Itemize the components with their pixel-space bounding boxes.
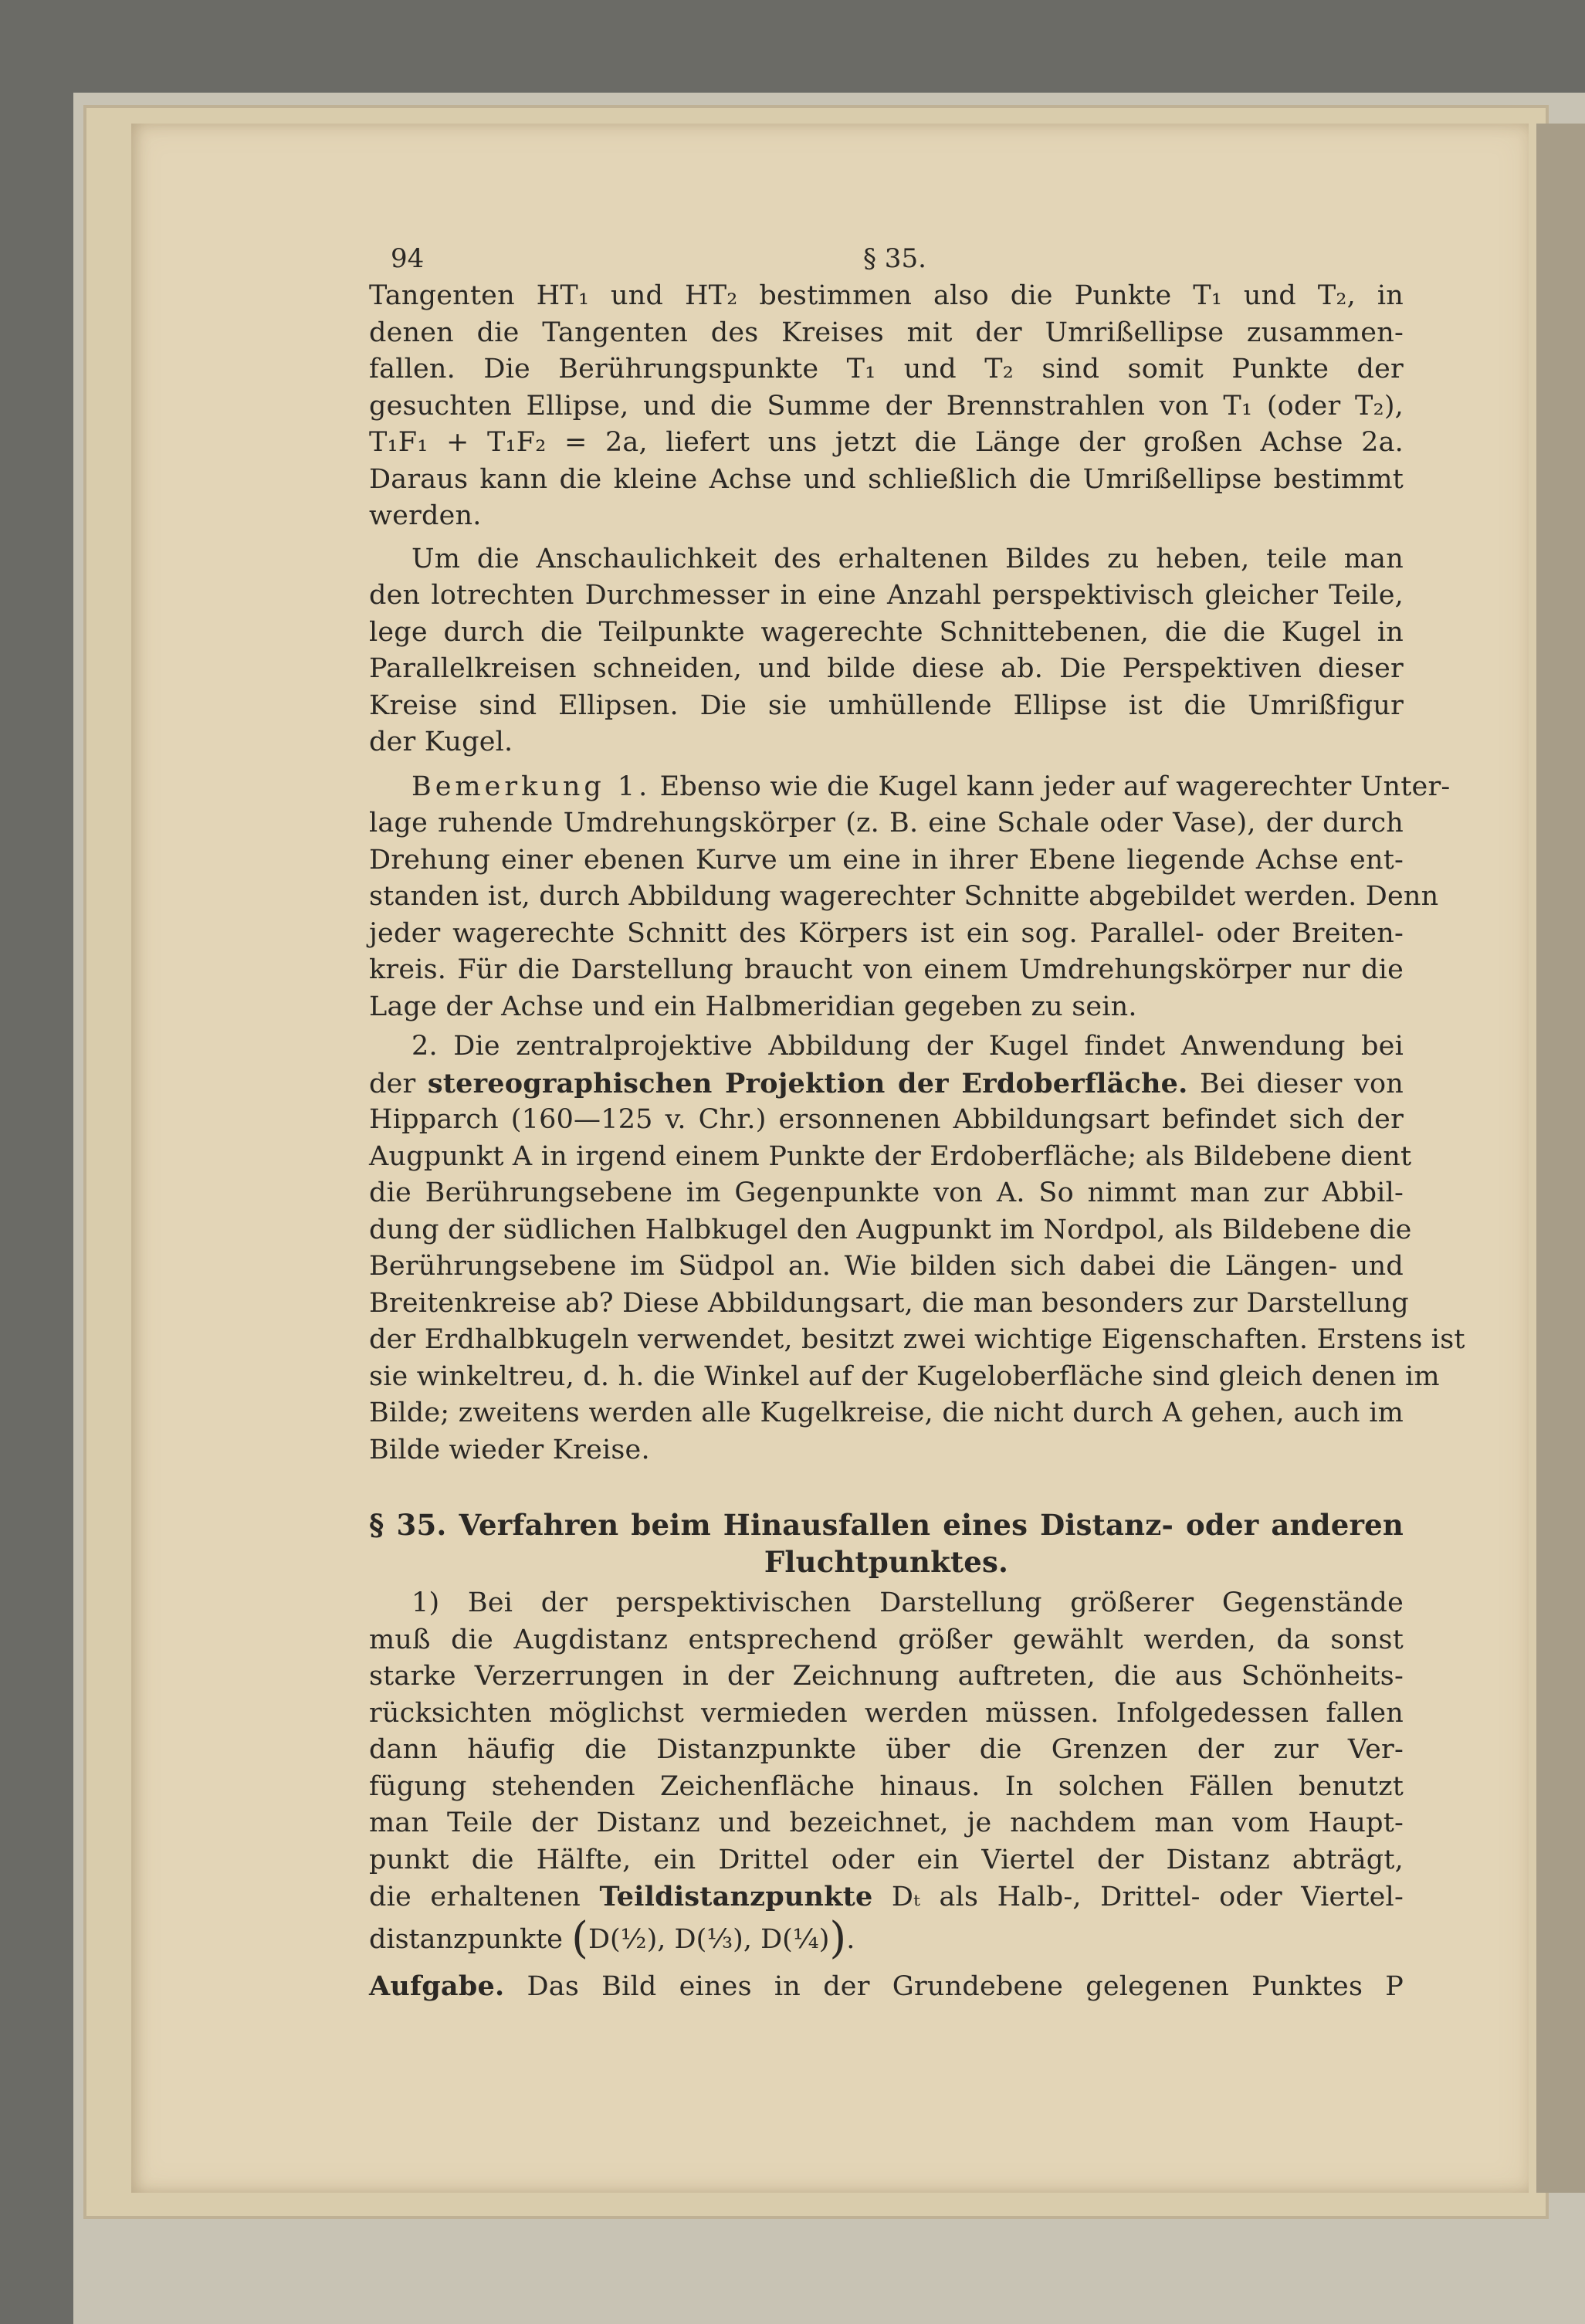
text-line: gesuchten Ellipse, und die Summe der Brennstrahlen von T₁ (oder T₂),: [369, 390, 1404, 422]
paragraph-3: [369, 1585, 1404, 1962]
text-line: 2. Die zentralprojektive Abbildung der Kugel findet Anwendung bei: [411, 1031, 1404, 1062]
remark-label: Bemerkung 1.: [411, 771, 652, 802]
text-line: Drehung einer ebenen Kurve um eine in ihrer Ebene liegende Achse ent-: [369, 844, 1404, 876]
text-line: denen die Tangenten des Kreises mit der Umrißellipse zusammen-: [369, 317, 1404, 348]
text-line: sie winkeltreu, d. h. die Winkel auf der Kugeloberfläche sind gleich denen im: [369, 1360, 1440, 1392]
formula-term: D(⅓): [674, 1923, 743, 1955]
task-label: Aufgabe.: [369, 1970, 505, 2002]
text-line: standen ist, durch Abbildung wagerechter Schnitte abgebildet werden. Denn: [369, 881, 1439, 912]
text-line: starke Verzerrungen in der Zeichnung auftreten, die aus Schönheits-: [369, 1661, 1404, 1692]
text-line: Um die Anschaulichkeit des erhaltenen Bildes zu heben, teile man: [411, 543, 1404, 574]
task-line: Aufgabe. Das Bild eines in der Grundebene gelegenen Punktes P: [369, 1970, 1404, 2002]
text-line: rücksichten möglichst vermieden werden müssen. Infolgedessen fallen: [369, 1697, 1404, 1729]
page-header: [369, 232, 1404, 278]
formula-term: D(½): [588, 1923, 658, 1955]
text-line: kreis. Für die Darstellung braucht von einem Umdrehungskörper nur die: [369, 954, 1404, 985]
page-text: [369, 232, 1465, 2004]
text-line: die erhaltenen Teildistanzpunkte Dₜ als Halb-, Drittel- oder Viertel-: [369, 1881, 1404, 1912]
text-line: T₁F₁ + T₁F₂ = 2a, liefert uns jetzt die Länge der großen Achse 2a.: [369, 427, 1404, 458]
text-line: werden.: [369, 500, 482, 531]
text-line: Tangenten HT₁ und HT₂ bestimmen also die Punkte T₁ und T₂, in: [369, 280, 1404, 311]
text-line: punkt die Hälfte, ein Drittel oder ein Viertel der Distanz abträgt,: [369, 1844, 1404, 1875]
paragraph-2: [369, 541, 1404, 761]
text-line: die Berührungsebene im Gegenpunkte von A. So nimmt man zur Abbil-: [369, 1177, 1404, 1208]
text-line: lage ruhende Umdrehungskörper (z. B. eine Schale oder Vase), der durch: [369, 808, 1404, 838]
facing-page-edge: [1536, 124, 1585, 2193]
remark-2: [369, 1028, 1465, 1469]
section-title: § 35. Verfahren beim Hinausfallen eines Distanz- oder anderen: [369, 1508, 1404, 1542]
text-line: Daraus kann die kleine Achse und schließlich die Umrißellipse bestimmt: [369, 463, 1404, 495]
formula-line: distanzpunkte (D(½), D(⅓), D(¼)).: [369, 1912, 855, 1963]
text-line: den lotrechten Durchmesser in eine Anzahl perspektivisch gleicher Teile,: [369, 580, 1404, 611]
paragraph-1: [369, 278, 1404, 535]
bold-term: stereographischen Projektion der Erdoberfläche.: [427, 1067, 1188, 1099]
text-line: Kreise sind Ellipsen. Die sie umhüllende Ellipse ist die Umrißfigur: [369, 689, 1404, 721]
text-line: Bemerkung 1. Ebenso wie die Kugel kann jeder auf wagerechter Unter-: [411, 771, 1451, 802]
text-line: Bilde wieder Kreise.: [369, 1434, 650, 1465]
text-line: dung der südlichen Halbkugel den Augpunkt im Nordpol, als Bildebene die: [369, 1214, 1412, 1245]
remark-1: [369, 769, 1451, 1026]
running-head: § 35.: [863, 243, 926, 274]
text-line: lege durch die Teilpunkte wagerechte Schnittebenen, die die Kugel in: [369, 616, 1404, 648]
text-line: man Teile der Distanz und bezeichnet, je nachdem man vom Haupt-: [369, 1807, 1404, 1838]
text-line: der Erdhalbkugeln verwendet, besitzt zwei wichtige Eigenschaften. Erstens ist: [369, 1324, 1465, 1355]
text-line: Bilde; zweitens werden alle Kugelkreise, die nicht durch A gehen, auch im: [369, 1397, 1404, 1428]
section-title-cont: Fluchtpunktes.: [764, 1544, 1009, 1579]
text-line: 1) Bei der perspektivischen Darstellung größerer Gegenstände: [411, 1587, 1404, 1618]
section-heading: [369, 1507, 1404, 1580]
page-number: 94: [391, 243, 425, 274]
text-line: der stereographischen Projektion der Erdoberfläche. Bei dieser von: [369, 1067, 1404, 1099]
text-line: Hipparch (160—125 v. Chr.) ersonnenen Abbildungsart befindet sich der: [369, 1104, 1404, 1135]
bold-term: Teildistanzpunkte: [599, 1881, 873, 1912]
text-line: Parallelkreisen schneiden, und bilde diese ab. Die Perspektiven dieser: [369, 653, 1404, 684]
text-line: dann häufig die Distanzpunkte über die Grenzen der zur Ver-: [369, 1734, 1404, 1765]
formula-term: D(¼): [760, 1923, 830, 1955]
text-line: der Kugel.: [369, 727, 513, 757]
text-line: Berührungsebene im Südpol an. Wie bilden sich dabei die Längen- und: [369, 1251, 1404, 1282]
text-line: Breitenkreise ab? Diese Abbildungsart, die man besonders zur Darstellung: [369, 1287, 1409, 1319]
text-line: Lage der Achse und ein Halbmeridian gegeben zu sein.: [369, 991, 1137, 1022]
text-line: Augpunkt A in irgend einem Punkte der Erdoberfläche; als Bildebene dient: [369, 1140, 1412, 1172]
text-line: fügung stehenden Zeichenfläche hinaus. In solchen Fällen benutzt: [369, 1770, 1404, 1802]
text-line: muß die Augdistanz entsprechend größer gewählt werden, da sonst: [369, 1624, 1404, 1655]
text-line: fallen. Die Berührungspunkte T₁ und T₂ sind somit Punkte der: [369, 354, 1404, 385]
text-line: jeder wagerechte Schnitt des Körpers ist ein sog. Parallel- oder Breiten-: [369, 917, 1404, 949]
